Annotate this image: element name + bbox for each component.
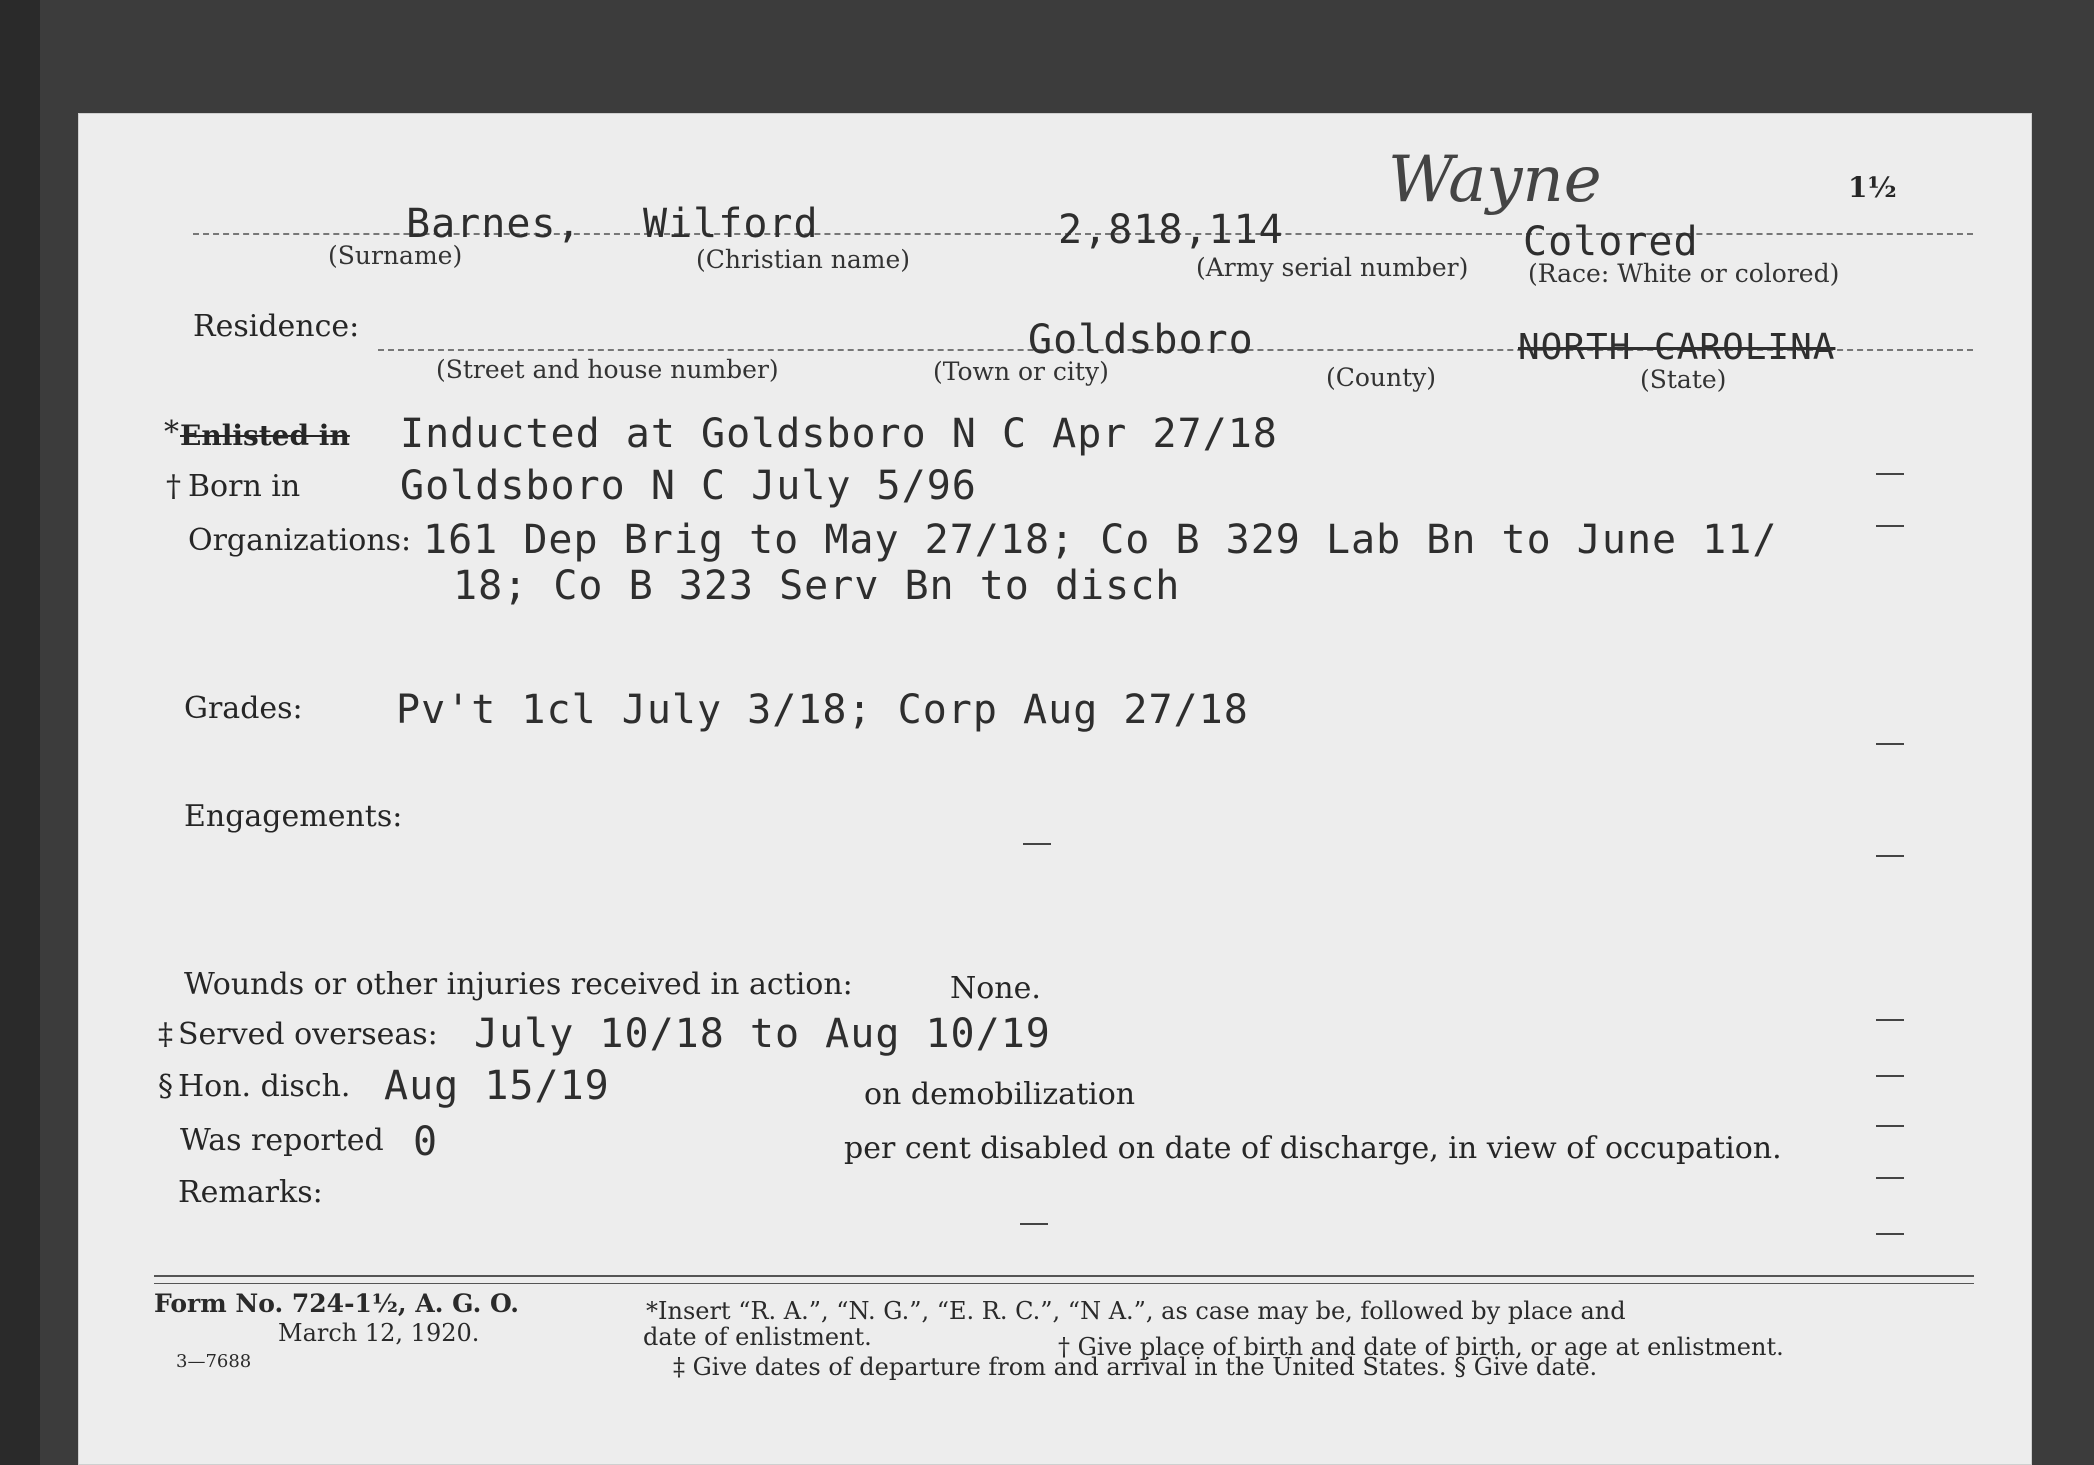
remarks-dash-mid — [1020, 1223, 1048, 1225]
overseas-value: July 10/18 to Aug 10/19 — [474, 1011, 1051, 1057]
surname-value: Barnes, — [406, 201, 582, 247]
footnote-line3: ‡ Give dates of departure from and arrival in the United States. § Give date. — [673, 1353, 1598, 1381]
disch-label: Hon. disch. — [178, 1069, 351, 1104]
reported-label: Was reported — [180, 1123, 384, 1158]
disch-value: Aug 15/19 — [384, 1063, 610, 1109]
county-handwritten: Wayne — [1388, 143, 1602, 217]
christian-name-caption: (Christian name) — [696, 245, 911, 274]
form-number: Form No. 724-1½, A. G. O. — [154, 1289, 520, 1318]
born-mark: † — [166, 469, 181, 504]
street-caption: (Street and house number) — [436, 355, 779, 384]
overseas-label: Served overseas: — [178, 1017, 438, 1052]
enlisted-mark: * — [164, 415, 179, 450]
reported-dash — [1876, 1177, 1904, 1179]
race-caption: (Race: White or colored) — [1528, 259, 1840, 288]
grades-label: Grades: — [184, 691, 303, 726]
demobilization-text: on demobilization — [864, 1077, 1136, 1112]
enlisted-label: Enlisted in — [180, 419, 350, 452]
county-caption: (County) — [1326, 363, 1437, 392]
race-value: Colored — [1523, 219, 1699, 265]
form-date: March 12, 1920. — [278, 1319, 480, 1347]
disch-mark: § — [158, 1069, 173, 1104]
card-number: 1½ — [1848, 171, 1897, 204]
organizations-line2: 18; Co B 323 Serv Bn to disch — [453, 563, 1181, 609]
footnote-line2a: date of enlistment. — [643, 1323, 872, 1351]
wounds-dash — [1876, 1019, 1904, 1021]
overseas-mark: ‡ — [158, 1017, 173, 1052]
engagements-dash — [1876, 855, 1904, 857]
scan-backdrop — [0, 0, 40, 1465]
disch-dash — [1876, 1125, 1904, 1127]
remarks-dash — [1876, 1233, 1904, 1235]
footer-rule-1 — [154, 1275, 1974, 1277]
overseas-dash — [1876, 1075, 1904, 1077]
serial-number-value: 2,818,114 — [1058, 207, 1284, 253]
engagements-dash-mid — [1023, 843, 1051, 845]
born-label: Born in — [188, 469, 301, 504]
enlisted-dash — [1876, 473, 1904, 475]
state-value: NORTH CAROLINA — [1518, 327, 1836, 368]
christian-name-value: Wilford — [643, 201, 819, 247]
organizations-line1: 161 Dep Brig to May 27/18; Co B 329 Lab Bn to June 11/ — [423, 517, 1778, 563]
footnote-line1: *Insert “R. A.”, “N. G.”, “E. R. C.”, “N A.”, as case may be, followed by place and — [646, 1297, 1626, 1325]
disabled-text: per cent disabled on date of discharge, in view of occupation. — [844, 1131, 1782, 1166]
enlisted-value: Inducted at Goldsboro N C Apr 27/18 — [400, 411, 1278, 457]
grades-value: Pv't 1cl July 3/18; Corp Aug 27/18 — [396, 687, 1249, 733]
organizations-label: Organizations: — [188, 523, 412, 558]
state-caption: (State) — [1640, 365, 1727, 394]
born-value: Goldsboro N C July 5/96 — [400, 463, 977, 509]
born-dash — [1876, 525, 1904, 527]
print-code: 3—7688 — [176, 1351, 252, 1372]
serial-caption: (Army serial number) — [1196, 253, 1469, 282]
town-value: Goldsboro — [1028, 317, 1254, 363]
remarks-label: Remarks: — [178, 1175, 323, 1210]
residence-label: Residence: — [193, 309, 360, 344]
wounds-value: None. — [950, 971, 1041, 1006]
reported-value: 0 — [413, 1119, 439, 1165]
wounds-label: Wounds or other injuries received in action: — [184, 967, 853, 1002]
footer-rule-2 — [154, 1283, 1974, 1284]
engagements-label: Engagements: — [184, 799, 403, 834]
service-record-card — [78, 113, 2032, 1465]
surname-caption: (Surname) — [328, 241, 463, 270]
town-caption: (Town or city) — [933, 357, 1109, 386]
footnote-line2b: † Give place of birth and date of birth, or age at enlistment. — [1058, 1333, 1784, 1361]
grades-dash — [1876, 743, 1904, 745]
